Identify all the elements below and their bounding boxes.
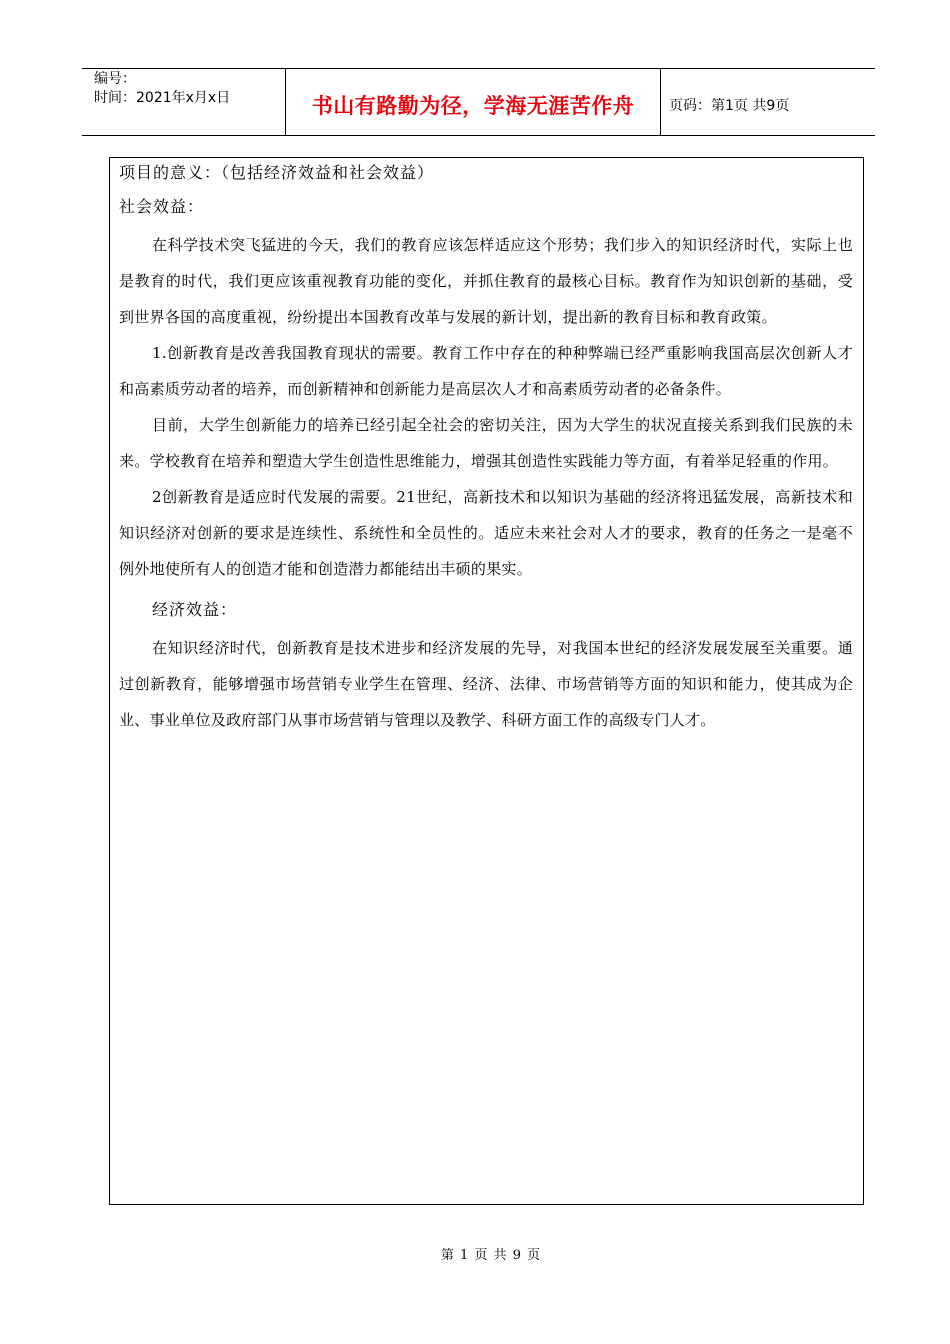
- social-paragraph-2: 1.创新教育是改善我国教育现状的需要。教育工作中存在的种种弊端已经严重影响我国高层次创新人才和高素质劳动者的培养，而创新精神和创新能力是高层次人才和高素质劳动者的必备条件。: [119, 344, 853, 398]
- social-paragraph-4: 2创新教育是适应时代发展的需要。21世纪，高新技术和以知识为基础的经济将迅猛发展，高新技术和知识经济对创新的要求是连续性、系统性和全员性的。适应未来社会对人才的要求，教育的任务之一是毫不例外地使所有人的创造才能和创造潜力都能结出丰硕的果实。: [119, 488, 853, 578]
- economic-paragraph-1: 在知识经济时代，创新教育是技术进步和经济发展的先导，对我国本世纪的经济发展发展至关重要。通过创新教育，能够增强市场营销专业学生在管理、经济、法律、市场营销等方面的知识和能力，使其成为企业、事业单位及政府部门从事市场营销与管理以及教学、科研方面工作的高级专门人才。: [119, 639, 853, 729]
- document-header: [82, 68, 875, 136]
- page-footer: 第 1 页 共 9 页: [440, 1248, 542, 1263]
- content-table-cell: [109, 157, 864, 1205]
- social-paragraph-1: 在科学技术突飞猛进的今天，我们的教育应该怎样适应这个形势；我们步入的知识经济时代，实际上也是教育的时代，我们更应该重视教育功能的变化，并抓住教育的最核心目标。教育作为知识创新的基础，受到世界各国的高度重视，纷纷提出本国教育改革与发展的新计划，提出新的教育目标和教育政策。: [119, 236, 853, 326]
- header-meta: [82, 69, 286, 135]
- header-page-indicator: 页码：第1页 共9页: [669, 98, 790, 114]
- document-number-label: 编号：: [94, 71, 136, 87]
- section-title: 项目的意义：（包括经济效益和社会效益）: [119, 163, 435, 182]
- economic-benefit-heading: 经济效益：: [152, 600, 238, 619]
- social-benefit-heading: 社会效益：: [119, 197, 205, 216]
- document-date: 时间：2021年x月x日: [94, 90, 231, 106]
- header-motto: 书山有路勤为径，学海无涯苦作舟: [286, 69, 661, 135]
- social-paragraph-3: 目前，大学生创新能力的培养已经引起全社会的密切关注，因为大学生的状况直接关系到我们民族的未来。学校教育在培养和塑造大学生创造性思维能力，增强其创造性实践能力等方面，有着举足轻重的作用。: [119, 416, 853, 470]
